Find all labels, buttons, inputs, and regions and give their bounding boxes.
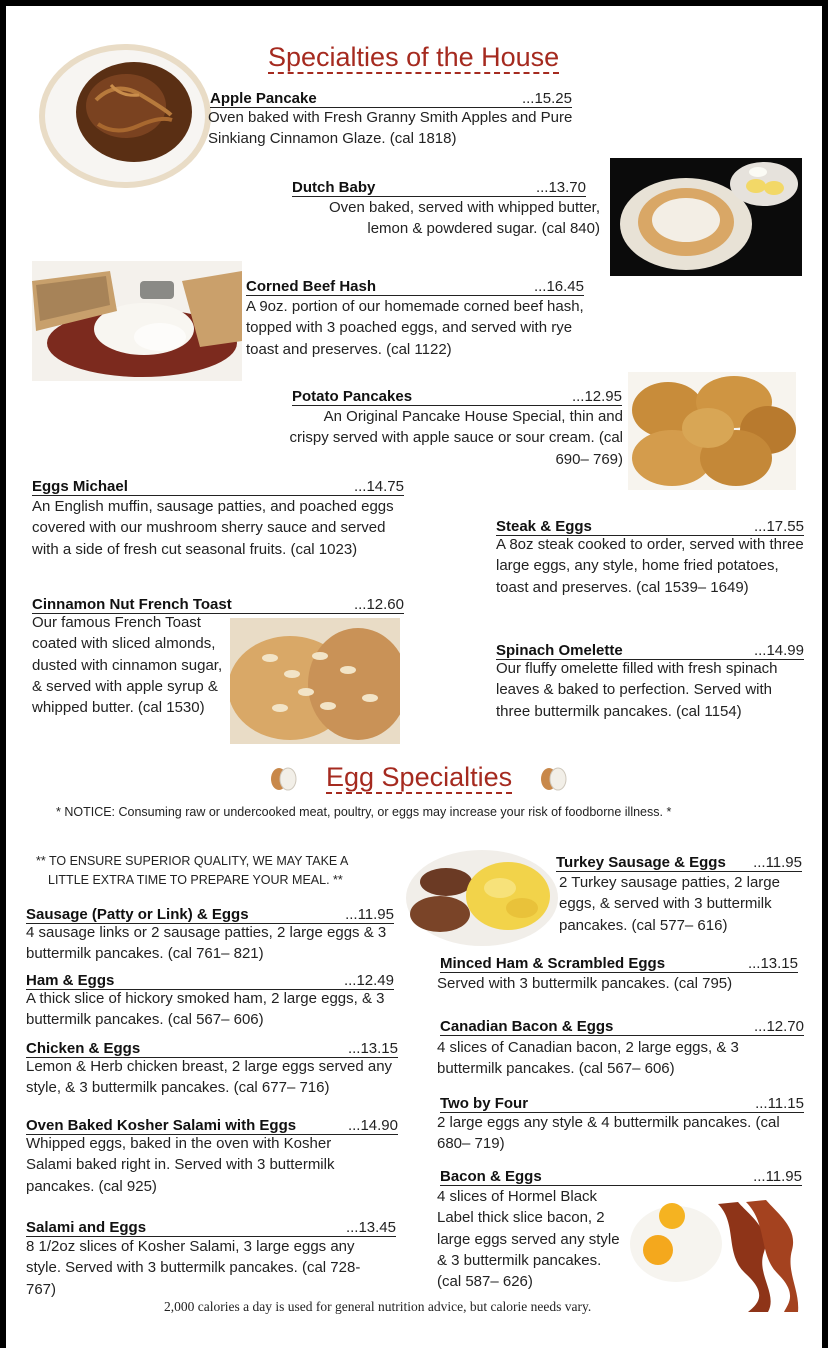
corned-beef-hash-desc: A 9oz. portion of our homemade corned beef hash, topped with 3 poached eggs, and served with rye toast and preserves. (cal 1122): [246, 298, 584, 358]
steak-eggs-desc: A 8oz steak cooked to order, served with three large eggs, any style, home fried potatoes, toast and preserves. (cal 1539– 1649): [496, 536, 804, 596]
canadian-bacon-name: Canadian Bacon & Eggs: [440, 1018, 614, 1035]
canadian-bacon-header: [440, 1016, 804, 1036]
food-safety-notice: * NOTICE: Consuming raw or undercooked meat, poultry, or eggs may increase your risk of foodborne illness. *: [56, 805, 672, 819]
chicken-eggs-header: [26, 1038, 398, 1058]
sausage-eggs-name: Sausage (Patty or Link) & Eggs: [26, 906, 249, 923]
quality-note-line2: LITTLE EXTRA TIME TO PREPARE YOUR MEAL. **: [48, 873, 343, 887]
ham-eggs-name: Ham & Eggs: [26, 972, 115, 989]
two-by-four-header: [440, 1093, 804, 1113]
egg-specialties-title: Egg Specialties: [326, 762, 513, 792]
potato-pancakes-name: Potato Pancakes: [292, 388, 413, 405]
two-by-four-desc: 2 large eggs any style & 4 buttermilk pancakes. (cal 680– 719): [437, 1114, 780, 1153]
salami-eggs-name: Salami and Eggs: [26, 1219, 147, 1236]
french-toast-header: [32, 594, 404, 614]
eggs-michael-name: Eggs Michael: [32, 478, 128, 495]
dutch-baby-name: Dutch Baby: [292, 179, 376, 196]
bacon-eggs-price: ...11.95: [753, 1168, 802, 1185]
corned-beef-hash-photo: [32, 261, 242, 381]
ham-eggs-header: [26, 970, 394, 990]
apple-pancake-name: Apple Pancake: [210, 90, 317, 107]
french-toast-desc: Our famous French Toast coated with sliced almonds, dusted with cinnamon sugar, & served with apple syrup & whipped butter. (cal 1530): [32, 614, 223, 717]
sausage-eggs-header: [26, 904, 394, 924]
turkey-sausage-eggs-photo: [404, 844, 560, 948]
potato-pancakes-price: ...12.95: [571, 388, 622, 405]
chicken-eggs-name: Chicken & Eggs: [26, 1040, 141, 1057]
chicken-eggs-desc: Lemon & Herb chicken breast, 2 large eggs served any style, & 3 buttermilk pancakes. (cal 677– 716): [26, 1058, 393, 1097]
spinach-omelette-header: [496, 640, 804, 660]
canadian-bacon-price: ...12.70: [753, 1018, 804, 1035]
ham-eggs-price: ...12.49: [343, 972, 394, 989]
corned-beef-hash-name: Corned Beef Hash: [246, 278, 377, 295]
turkey-sausage-eggs-desc: 2 Turkey sausage patties, 2 large eggs, & served with 3 buttermilk pancakes. (cal 577– 616): [559, 874, 780, 934]
turkey-sausage-eggs-name: Turkey Sausage & Eggs: [556, 854, 726, 871]
turkey-sausage-eggs-price: ...11.95: [753, 854, 802, 871]
turkey-sausage-eggs-header: [556, 852, 802, 872]
corned-beef-hash-price: ...16.45: [533, 278, 584, 295]
eggs-michael-header: [32, 476, 404, 496]
dutch-baby-photo: [610, 158, 802, 276]
apple-pancake-header: [210, 88, 572, 108]
ham-eggs-desc: A thick slice of hickory smoked ham, 2 large eggs, & 3 buttermilk pancakes. (cal 567– 606): [26, 990, 385, 1029]
steak-eggs-name: Steak & Eggs: [496, 518, 592, 535]
kosher-salami-desc: Whipped eggs, baked in the oven with Kosher Salami baked right in. Served with 3 buttermilk pancakes. (cal 925): [26, 1135, 335, 1195]
egg-icon: [538, 764, 568, 792]
apple-pancake-price: ...15.25: [521, 90, 572, 107]
minced-ham-name: Minced Ham & Scrambled Eggs: [440, 955, 666, 972]
potato-pancakes-desc: An Original Pancake House Special, thin and crispy served with apple sauce or sour cream. (cal 690– 769): [289, 408, 623, 468]
apple-pancake-photo: [36, 40, 214, 190]
dutch-baby-price: ...13.70: [535, 179, 586, 196]
corned-beef-hash-header: [246, 276, 584, 296]
specialties-title: Specialties of the House: [268, 42, 560, 72]
spinach-omelette-desc: Our fluffy omelette filled with fresh spinach leaves & baked to perfection. Served with three buttermilk pancakes. (cal 1154): [496, 660, 778, 720]
minced-ham-price: ...13.15: [747, 955, 798, 972]
eggs-michael-price: ...14.75: [353, 478, 404, 495]
french-toast-photo: [230, 618, 400, 744]
spinach-omelette-name: Spinach Omelette: [496, 642, 623, 659]
french-toast-name: Cinnamon Nut French Toast: [32, 596, 232, 613]
apple-pancake-desc: Oven baked with Fresh Granny Smith Apples and Pure Sinkiang Cinnamon Glaze. (cal 1818): [208, 109, 573, 148]
canadian-bacon-desc: 4 slices of Canadian bacon, 2 large eggs, & 3 buttermilk pancakes. (cal 567– 606): [437, 1039, 739, 1078]
bacon-eggs-desc: 4 slices of Hormel Black Label thick slice bacon, 2 large eggs served any style & 3 buttermilk pancakes. (cal 587– 626): [437, 1188, 620, 1291]
salami-eggs-price: ...13.45: [345, 1219, 396, 1236]
two-by-four-price: ...11.15: [755, 1095, 804, 1112]
french-toast-price: ...12.60: [353, 596, 404, 613]
bacon-eggs-photo: [628, 1194, 800, 1314]
bacon-eggs-name: Bacon & Eggs: [440, 1168, 542, 1185]
salami-eggs-header: [26, 1217, 396, 1237]
potato-pancakes-photo: [628, 372, 796, 490]
dutch-baby-header: [292, 177, 586, 197]
minced-ham-header: [440, 953, 798, 973]
kosher-salami-price: ...14.90: [347, 1117, 398, 1134]
minced-ham-desc: Served with 3 buttermilk pancakes. (cal 795): [437, 975, 733, 992]
potato-pancakes-header: [292, 386, 622, 406]
chicken-eggs-price: ...13.15: [347, 1040, 398, 1057]
two-by-four-name: Two by Four: [440, 1095, 529, 1112]
kosher-salami-header: [26, 1115, 398, 1135]
kosher-salami-name: Oven Baked Kosher Salami with Eggs: [26, 1117, 297, 1134]
dutch-baby-desc: Oven baked, served with whipped butter, lemon & powdered sugar. (cal 840): [329, 199, 600, 238]
steak-eggs-price: ...17.55: [753, 518, 804, 535]
menu-page: [6, 6, 822, 1348]
sausage-eggs-desc: 4 sausage links or 2 sausage patties, 2 large eggs & 3 buttermilk pancakes. (cal 761– 821): [26, 924, 387, 963]
sausage-eggs-price: ...11.95: [345, 906, 394, 923]
salami-eggs-desc: 8 1/2oz slices of Kosher Salami, 3 large eggs any style. Served with 3 buttermilk pancakes. (cal 728-767): [26, 1238, 361, 1298]
eggs-michael-desc: An English muffin, sausage patties, and poached eggs covered with our mushroom sherry sauce and served with a side of fresh cut seasonal fruits. (cal 1023): [32, 498, 394, 558]
calorie-footer: 2,000 calories a day is used for general nutrition advice, but calorie needs vary.: [164, 1299, 592, 1314]
bacon-eggs-header: [440, 1166, 802, 1186]
steak-eggs-header: [496, 516, 804, 536]
egg-icon: [268, 764, 298, 792]
quality-note-line1: ** TO ENSURE SUPERIOR QUALITY, WE MAY TAKE A: [36, 854, 349, 868]
spinach-omelette-price: ...14.99: [753, 642, 804, 659]
